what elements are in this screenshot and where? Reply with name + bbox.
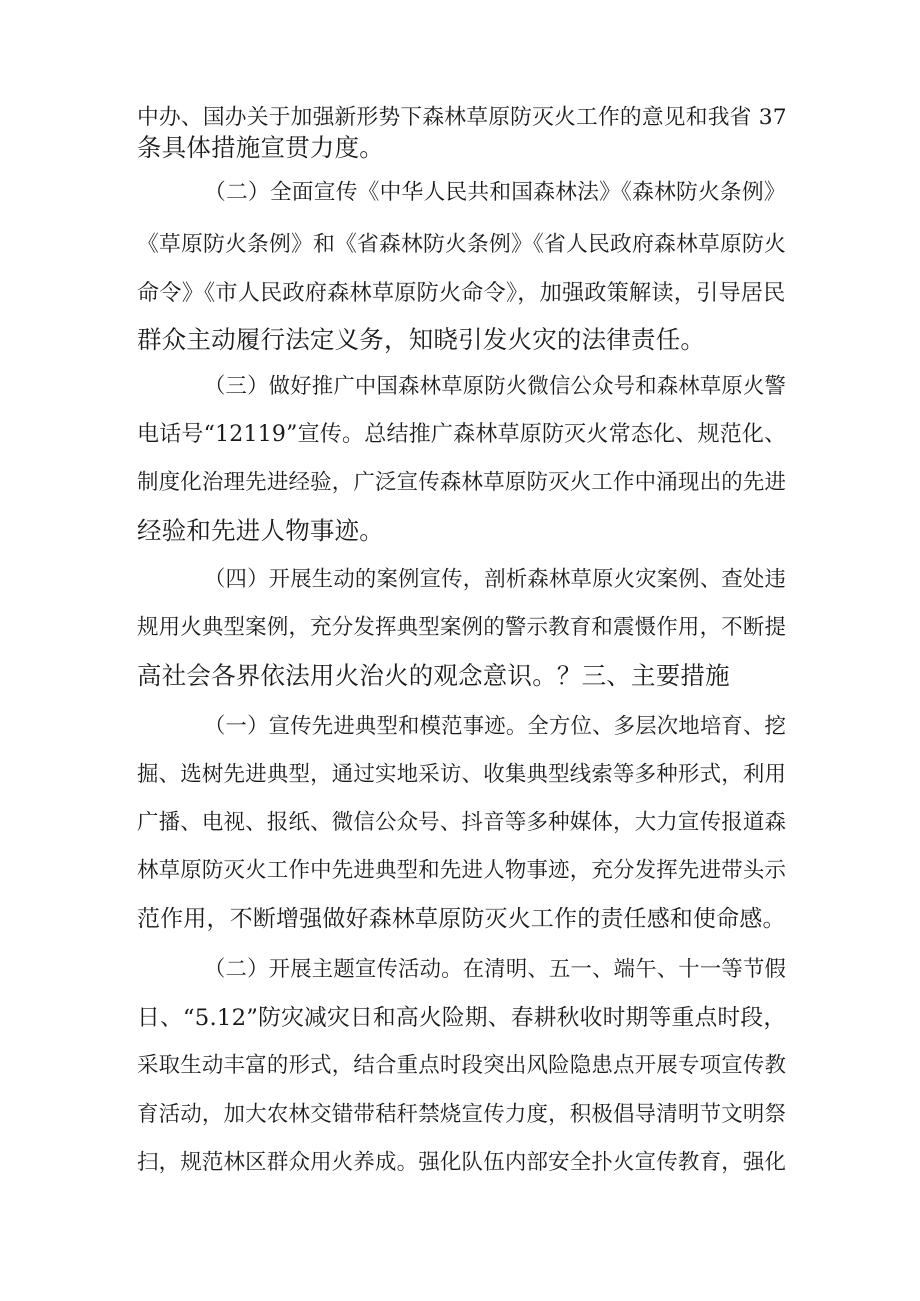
text-line: 规用火典型案例，充分发挥典型案例的警示教育和震慑作用，不断提 xyxy=(137,615,787,640)
text-line: 群众主动履行法定义务，知晓引发火灾的法律责任。 xyxy=(137,325,706,354)
text-line: 日、“5.12”防灾减灾日和高火险期、春耕秋收时期等重点时段， xyxy=(137,1005,787,1031)
text-line: 扫，规范林区群众用火养成。强化队伍内部安全扑火宣传教育，强化 xyxy=(137,1150,787,1175)
text-line: 范作用，不断增强做好森林草原防灭火工作的责任感和使命感。 xyxy=(137,906,786,932)
text-line: 《草原防火条例》和《省森林防火条例》《省人民政府森林草原防火 xyxy=(137,232,787,257)
text-line: （四）开展生动的案例宣传，剖析森林草原火灾案例、查处违 xyxy=(204,567,787,592)
text-line: 中办、国办关于加强新形势下森林草原防灭火工作的意见和我省 37 xyxy=(137,105,787,130)
text-line: 育活动，加大农林交错带秸秆禁烧宣传力度，积极倡导清明节文明祭 xyxy=(137,1102,787,1127)
text-line: 掘、选树先进典型，通过实地采访、收集典型线索等多种形式，利用 xyxy=(137,762,787,787)
text-line: 采取生动丰富的形式，结合重点时段突出风险隐患点开展专项宣传教 xyxy=(137,1053,787,1078)
text-line: （一）宣传先进典型和模范事迹。全方位、多层次地培育、挖 xyxy=(204,714,787,739)
text-line: （二）全面宣传《中华人民共和国森林法》《森林防火条例》 xyxy=(204,180,786,205)
text-line: （二）开展主题宣传活动。在清明、五一、端午、十一等节假 xyxy=(204,957,787,982)
text-line: 条具体措施宣贯力度。 xyxy=(137,133,384,162)
text-line: 广播、电视、报纸、微信公众号、抖音等多种媒体，大力宣传报道森 xyxy=(137,810,787,835)
text-line: 电话号“12119”宣传。总结推广森林草原防灭火常态化、规范化、 xyxy=(137,422,787,447)
text-line: 命令》《市人民政府森林草原防火命令》，加强政策解读，引导居民 xyxy=(137,280,786,306)
text-line: 制度化治理先进经验，广泛宣传森林草原防灭火工作中涌现出的先进 xyxy=(137,470,787,495)
text-line: 经验和先进人物事迹。 xyxy=(137,516,384,545)
text-line: 林草原防灭火工作中先进典型和先进人物事迹，充分发挥先进带头示 xyxy=(137,858,787,883)
text-line: （三）做好推广中国森林草原防火微信公众号和森林草原火警 xyxy=(204,374,787,399)
text-line: 高社会各界依法用火治火的观念意识。？三、主要措施 xyxy=(137,661,730,690)
